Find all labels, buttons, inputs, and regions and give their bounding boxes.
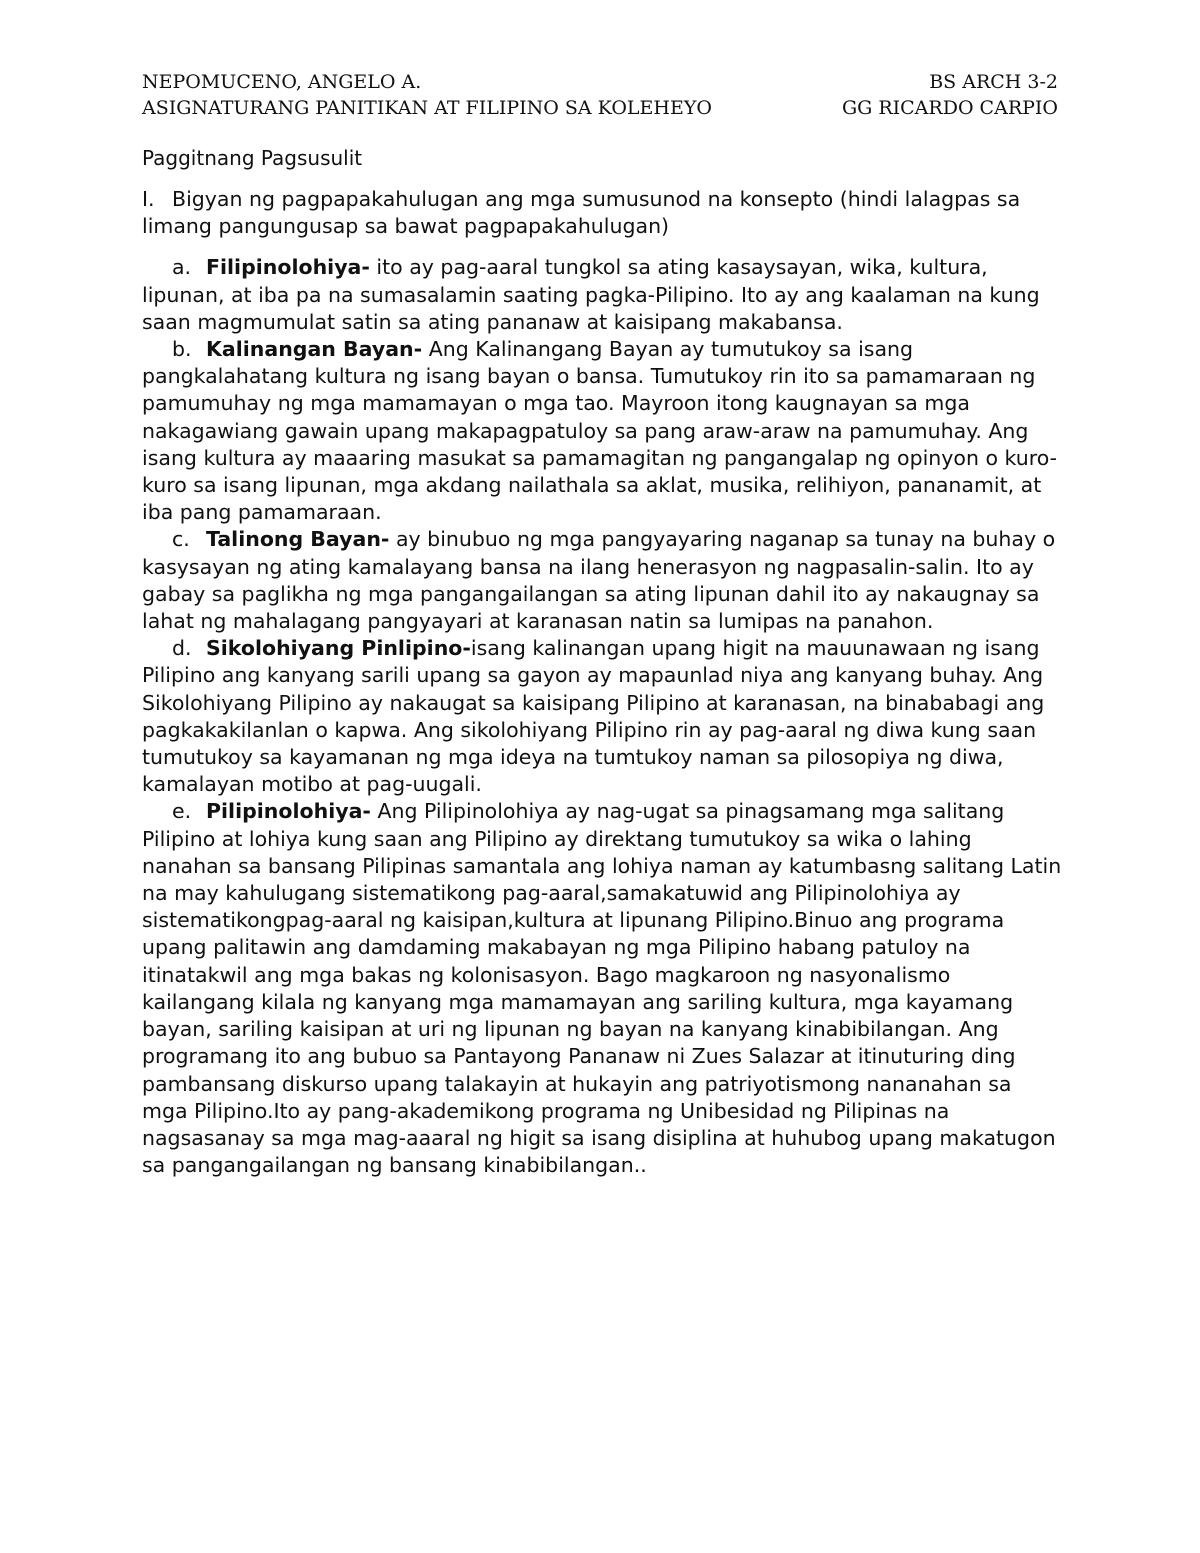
item-text: Ang Kalinangang Bayan ay tumutukoy sa isang pangkalahatang kultura ng isang bayan o bansa. Tumutukoy rin ito sa pamamaraan ng pamumuhay ng mga mamamayan o mga tao. Mayroon itong kaugnayan sa mga nakagawiang gawain upang makapagpatuloy sa pang araw-araw na pamumuhay. Ang isang kultura ay maaaring masukat sa pamamagitan ng pangangalap ng opinyon o kuro-kuro sa isang lipunan, mga akdang nailathala sa aklat, musika, relihiyon, pananamit, at iba pang pamamaraan.	[142, 337, 1058, 525]
item-term: Talinong Bayan-	[206, 527, 390, 552]
page-title: Paggitnang Pagsusulit	[142, 146, 363, 170]
item-letter: c.	[172, 527, 190, 552]
list-item	[142, 526, 1062, 635]
item-text: ito ay pag-aaral tungkol sa ating kasaysayan, wika, kultura, lipunan, at iba pa na sumasalamin saating pagka-Pilipino. Ito ay ang kaalaman na kung saan magmumulat satin sa ating pananaw at kaisipang makabansa.	[142, 255, 1040, 334]
item-text: isang kalinangan upang higit na mauunawaan ng isang Pilipino ang kanyang sarili upang sa gayon ay mapaunlad niya ang kanyang buhay. Ang Sikolohiyang Pilipino ay nakaugat sa kaisipang Pilipino at karanasan, na binababagi ang pagkakakilanlan o kapwa. Ang sikolohiyang Pilipino rin ay pag-aaral ng diwa kung saan tumutukoy sa kayamanan ng mga ideya na tumtukoy naman sa pilosopiya ng diwa, kamalayan motibo at pag-uugali.	[142, 636, 1045, 797]
subject-name: ASIGNATURANG PANITIKAN AT FILIPINO SA KOLEHEYO	[142, 97, 712, 119]
question-text: Bigyan ng pagpapakahulugan ang mga sumusunod na konsepto (hindi lalagpas sa limang pangungusap sa bawat pagpapakahulugan)	[142, 187, 1021, 239]
student-name: NEPOMUCENO, ANGELO A.	[142, 71, 422, 93]
list-item	[142, 336, 1062, 526]
item-term: Sikolohiyang Pinlipino-	[206, 636, 471, 661]
instructor-name: GG RICARDO CARPIO	[841, 97, 1058, 119]
item-letter: d.	[172, 636, 192, 661]
item-letter: e.	[172, 799, 192, 824]
item-text: ay binubuo ng mga pangyayaring naganap sa tunay na buhay o kasysayan ng ating kamalayang bansa na ilang henerasyon ng nagpasalin-salin. Ito ay gabay sa paglikha ng mga pangangailangan sa ating lipunan dahil ito ay nakaugnay sa lahat ng mahalagang pangyayari at karanasan natin sa lumipas na panahon.	[142, 527, 1056, 634]
item-letter: b.	[172, 337, 192, 362]
list-item	[142, 635, 1062, 798]
item-term: Pilipinolohiya-	[206, 799, 371, 824]
header-line-2	[142, 97, 1058, 119]
list-item	[142, 254, 1062, 336]
item-term: Kalinangan Bayan-	[206, 337, 423, 362]
list-item	[142, 798, 1062, 1179]
item-term: Filipinolohiya-	[206, 255, 370, 280]
item-text: Ang Pilipinolohiya ay nag-ugat sa pinagsamang mga salitang Pilipino at lohiya kung saan ang Pilipino ay direktang tumutukoy sa wika o lahing nanahan sa bansang Pilipinas samantala ang lohiya naman ay katumbasng salitang Latin na may kahulugang sistematikong pag-aaral,samakatuwid ang Pilipinolohiya ay sistematikongpag-aaral ng kaisipan,kultura at lipunang Pilipino.Binuo ang programa upang palitawin ang damdaming makabayan ng mga Pilipino habang patuloy na itinatakwil ang mga bakas ng kolonisasyon. Bago magkaroon ng nasyonalismo kailangang kilala ng kanyang mga mamamayan ang sariling kultura, mga kayamang bayan, sariling kaisipan at uri ng lipunan ng bayan na kanyang kinabibilangan. Ang programang ito ang bubuo sa Pantayong Pananaw ni Zues Salazar at itinuturing ding pambansang diskurso upang talakayin at hukayin ang patriyotismong nananahan sa mga Pilipino.Ito ay pang-akademikong programa ng Unibesidad ng Pilipinas na nagsasanay sa mga mag-aaaral ng higit sa isang disiplina at huhubog upang makatugon sa pangangailangan ng bansang kinabibilangan..	[142, 799, 1062, 1178]
question-number: I.	[142, 187, 155, 211]
document-body	[142, 186, 1062, 1179]
item-letter: a.	[172, 255, 192, 280]
student-course: BS ARCH 3-2	[929, 71, 1058, 93]
question	[142, 186, 1062, 240]
header-line-1	[142, 71, 1058, 93]
